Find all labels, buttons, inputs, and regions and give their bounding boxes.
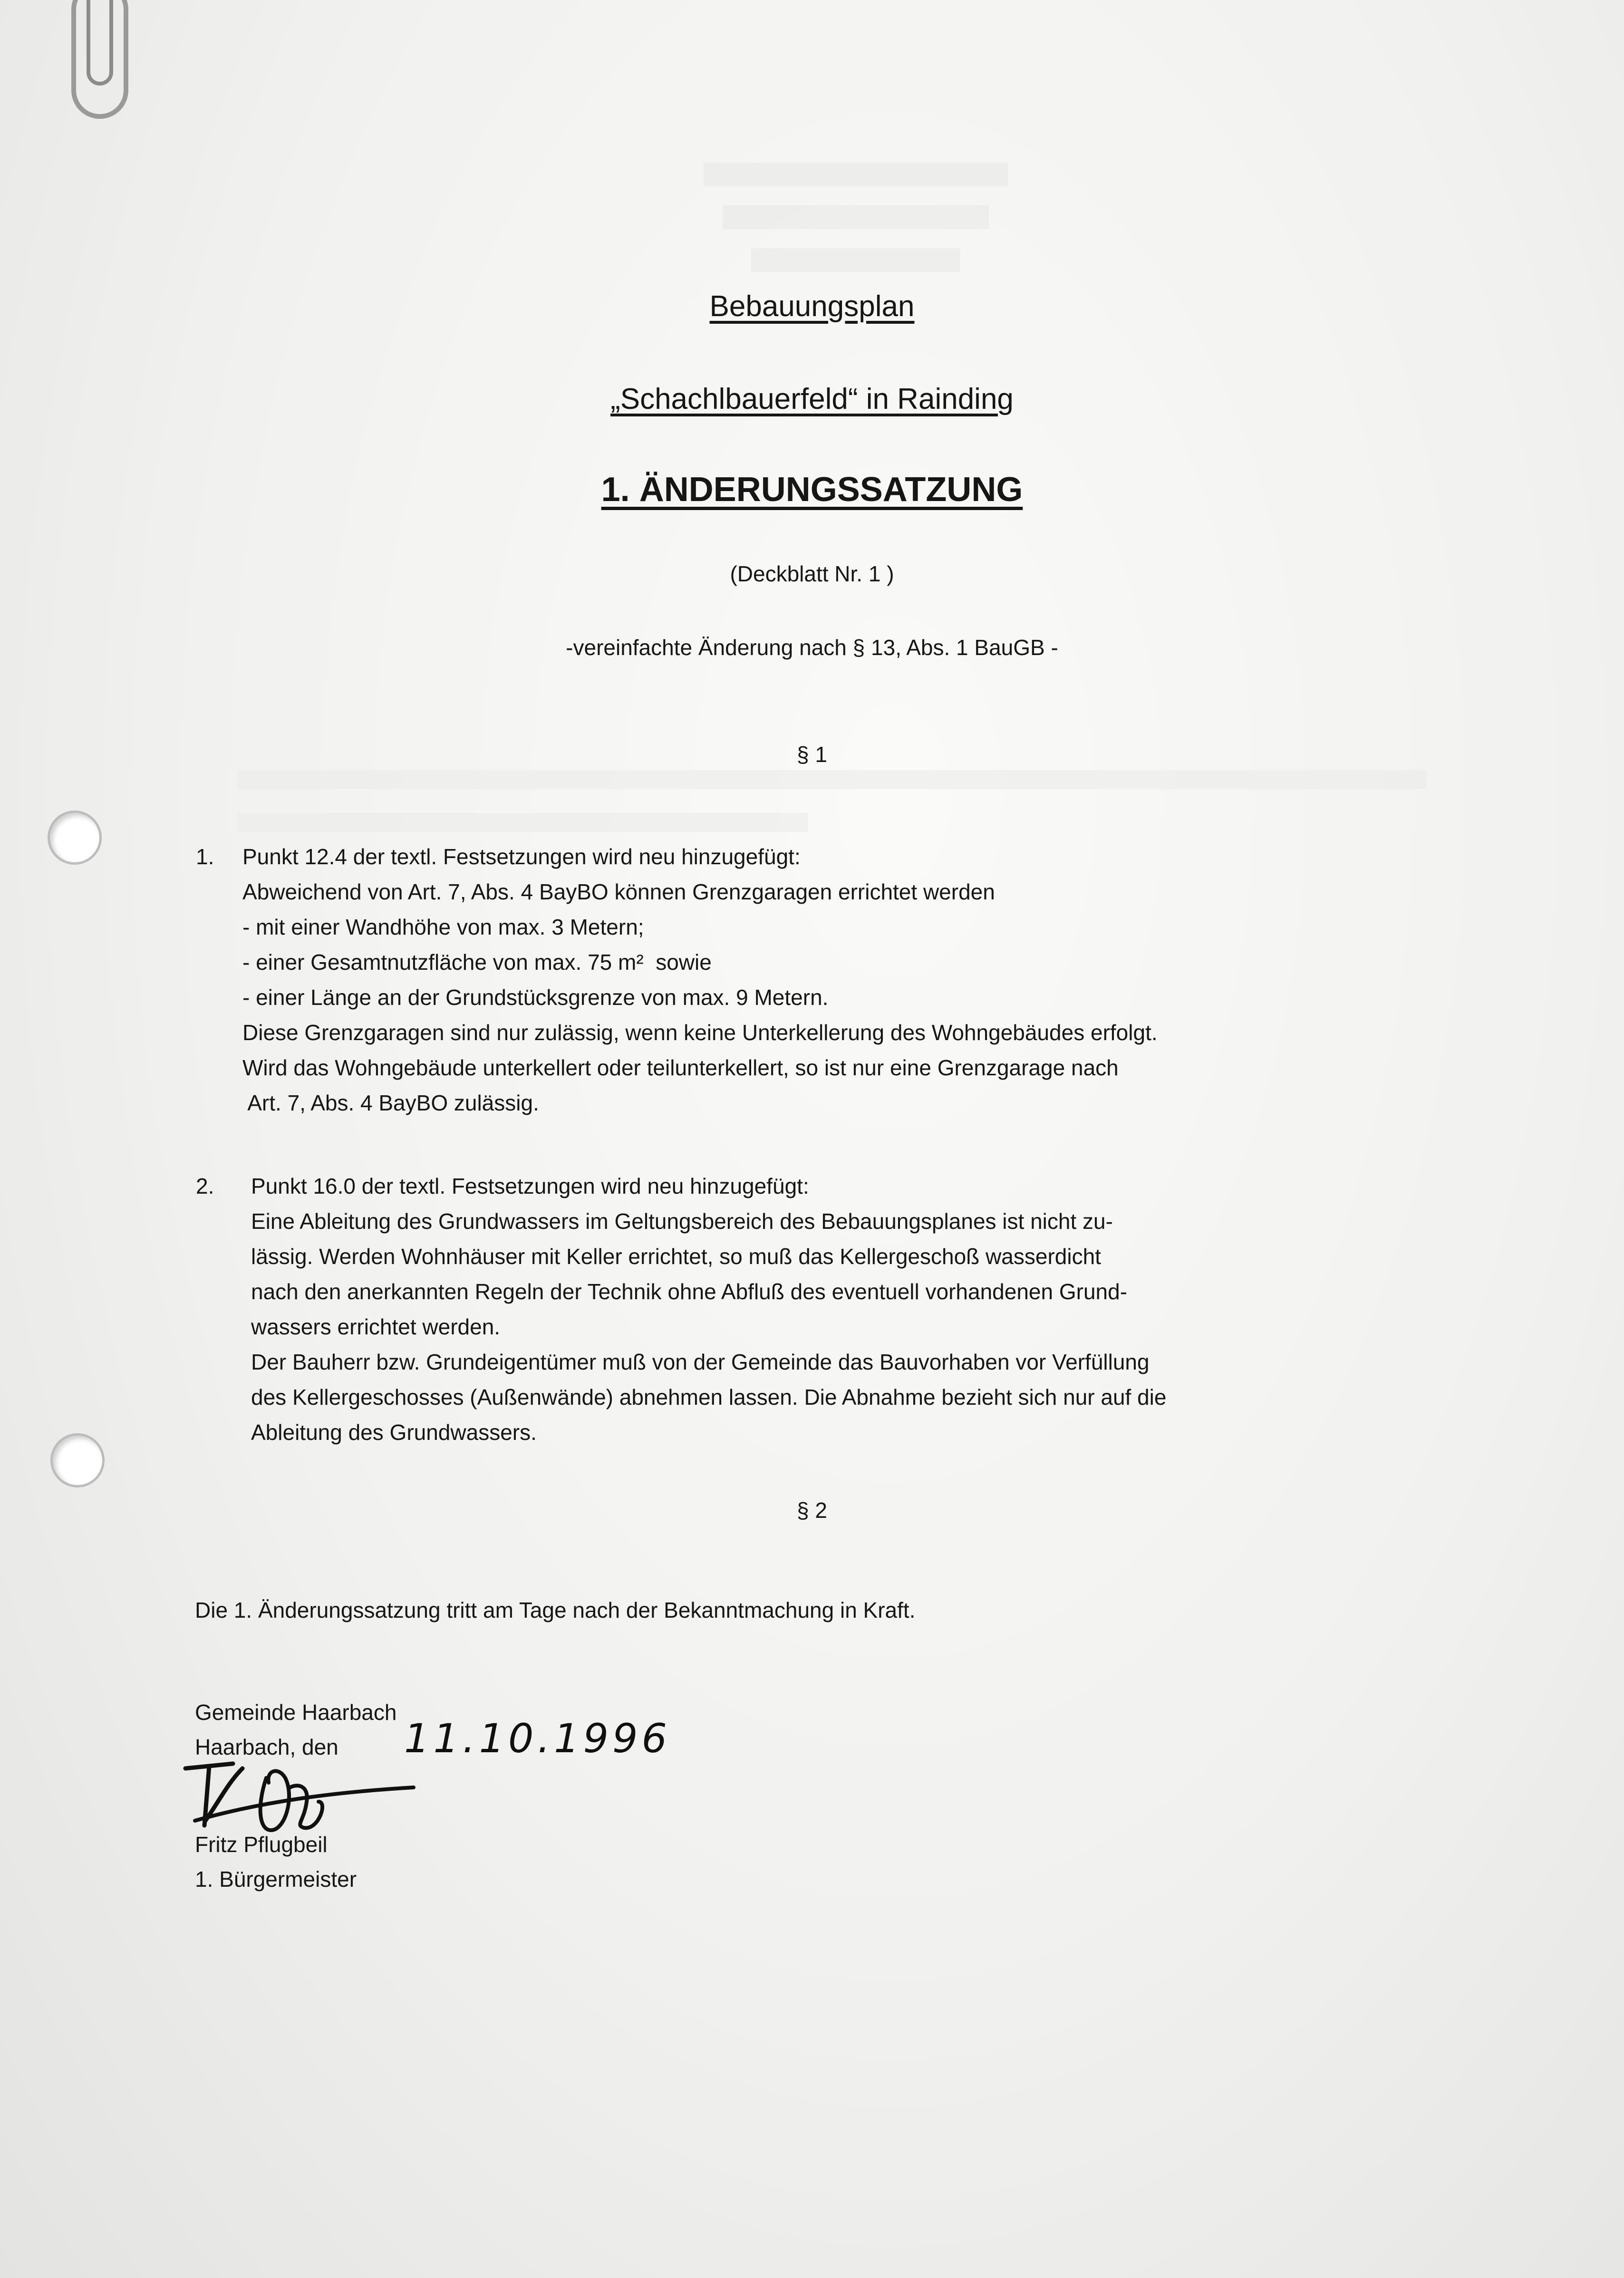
place-date-label: Haarbach, den xyxy=(195,1735,338,1759)
procedure-note: -vereinfachte Änderung nach § 13, Abs. 1 BauGB - xyxy=(566,635,1058,660)
item-1-line: - mit einer Wandhöhe von max. 3 Metern; xyxy=(242,915,644,939)
item-1-line: Art. 7, Abs. 4 BayBO zulässig. xyxy=(242,1091,539,1115)
item-2-line: Punkt 16.0 der textl. Festsetzungen wird neu hinzugefügt: xyxy=(251,1174,809,1198)
item-2-line: lässig. Werden Wohnhäuser mit Keller errichtet, so muß das Kellergeschoß wasserdicht xyxy=(251,1244,1101,1269)
paper-clip-inner xyxy=(87,0,113,86)
cover-sheet-label: (Deckblatt Nr. 1 ) xyxy=(730,561,894,586)
item-2-line: Der Bauherr bzw. Grundeigentümer muß von der Gemeinde das Bauvorhaben vor Verfüllung xyxy=(251,1350,1150,1374)
item-1-number: 1. xyxy=(196,844,214,869)
punch-hole-top xyxy=(48,811,102,865)
section-1-heading: § 1 xyxy=(797,742,827,767)
signatory-title: 1. Bürgermeister xyxy=(195,1867,357,1892)
item-2-number: 2. xyxy=(196,1174,214,1198)
showthrough-smudge xyxy=(685,153,1046,296)
item-1-line: Wird das Wohngebäude unterkellert oder teilunterkellert, so ist nur eine Grenzgarage nach xyxy=(242,1055,1119,1080)
section-2-text: Die 1. Änderungssatzung tritt am Tage nach der Bekanntmachung in Kraft. xyxy=(195,1598,916,1622)
item-1-line: Abweichend von Art. 7, Abs. 4 BayBO können Grenzgaragen errichtet werden xyxy=(242,879,995,904)
municipality-name: Gemeinde Haarbach xyxy=(195,1700,397,1725)
plan-name: „Schachlbauerfeld“ in Rainding xyxy=(610,383,1014,415)
item-2-line: des Kellergeschosses (Außenwände) abnehmen lassen. Die Abnahme bezieht sich nur auf die xyxy=(251,1385,1167,1409)
item-1-line: - einer Länge an der Grundstücksgrenze von max. 9 Metern. xyxy=(242,985,829,1010)
item-2-line: wassers errichtet werden. xyxy=(251,1314,501,1339)
item-1-line: Diese Grenzgaragen sind nur zulässig, wenn keine Unterkellerung des Wohngebäudes erfolgt. xyxy=(242,1020,1158,1045)
signatory-name: Fritz Pflugbeil xyxy=(195,1832,328,1857)
section-2-heading: § 2 xyxy=(797,1498,827,1523)
item-2-line: Eine Ableitung des Grundwassers im Geltungsbereich des Bebauungsplanes ist nicht zu- xyxy=(251,1209,1113,1234)
handwritten-date: 11.10.1996 xyxy=(404,1715,671,1762)
item-2-line: nach den anerkannten Regeln der Technik ohne Abfluß des eventuell vorhandenen Grund- xyxy=(251,1279,1128,1304)
reverse-showthrough xyxy=(685,152,1046,296)
amendment-title: 1. ÄNDERUNGSSATZUNG xyxy=(601,471,1023,509)
item-2-line: Ableitung des Grundwassers. xyxy=(251,1420,537,1445)
item-1-line: Punkt 12.4 der textl. Festsetzungen wird neu hinzugefügt: xyxy=(242,844,801,869)
punch-hole-bottom xyxy=(50,1433,105,1487)
plan-title: Bebauungsplan xyxy=(709,290,915,323)
item-1-line: - einer Gesamtnutzfläche von max. 75 m² sowie xyxy=(242,950,712,975)
